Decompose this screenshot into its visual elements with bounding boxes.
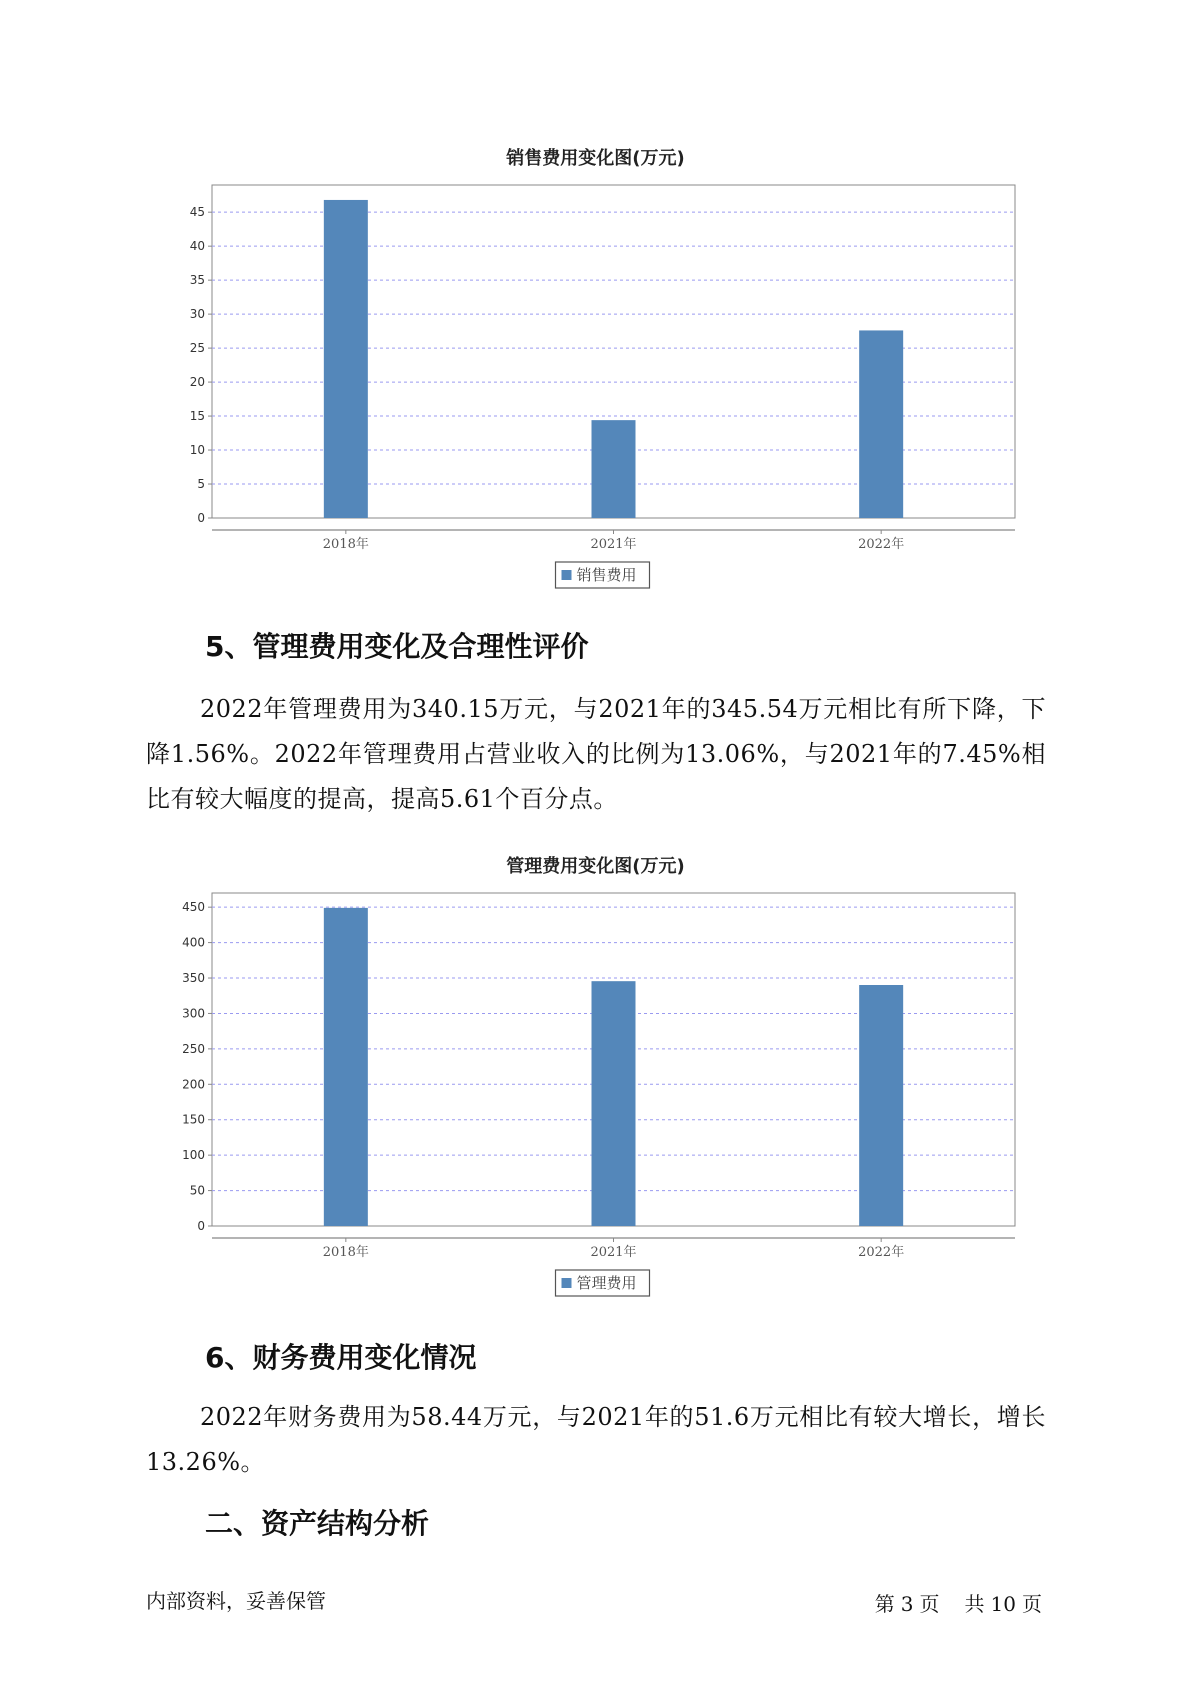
x-tick-label: 2022年 <box>858 537 905 552</box>
page-unit: 页 <box>919 1592 940 1616</box>
bar <box>324 908 368 1226</box>
footer-confidential-note: 内部资料，妥善保管 <box>146 1589 326 1613</box>
y-tick-label: 35 <box>189 273 205 288</box>
x-tick-label: 2018年 <box>322 537 369 552</box>
bar <box>859 330 903 518</box>
y-tick-label: 30 <box>189 307 205 322</box>
y-tick-label: 25 <box>189 341 205 356</box>
bar <box>592 981 636 1226</box>
admin-expense-chart <box>0 878 1191 1298</box>
y-tick-label: 350 <box>182 971 205 986</box>
section-2-heading: 二、资产结构分析 <box>205 1507 430 1540</box>
y-tick-label: 15 <box>189 409 205 424</box>
page-number: 3 <box>900 1592 914 1616</box>
y-tick-label: 40 <box>189 239 205 254</box>
y-tick-label: 50 <box>189 1183 205 1198</box>
x-tick-label: 2018年 <box>322 1245 369 1260</box>
bar <box>592 420 636 518</box>
legend-label: 销售费用 <box>576 566 637 584</box>
legend <box>556 1270 650 1296</box>
legend-swatch <box>562 1278 572 1288</box>
x-tick-label: 2022年 <box>858 1245 905 1260</box>
footer-page-info <box>872 1588 1045 1617</box>
x-tick-label: 2021年 <box>590 1245 637 1260</box>
y-tick-label: 450 <box>182 900 205 915</box>
legend-swatch <box>562 570 572 580</box>
y-tick-label: 0 <box>197 1219 205 1233</box>
section-5-paragraph: 2022年管理费用为340.15万元，与2021年的345.54万元相比有所下降，下降1.56%。2022年管理费用占营业收入的比例为13.06%，与2021年的7.45%相比有较大幅度的提高，提高5.61个百分点。 <box>146 695 1046 813</box>
y-tick-label: 100 <box>182 1148 205 1163</box>
y-tick-label: 5 <box>197 477 205 492</box>
section-6-heading: 6、财务费用变化情况 <box>205 1341 477 1374</box>
y-tick-label: 0 <box>197 511 205 525</box>
legend <box>556 562 650 588</box>
y-tick-label: 150 <box>182 1112 205 1127</box>
legend-label: 管理费用 <box>576 1274 637 1292</box>
y-tick-label: 400 <box>182 935 205 950</box>
y-tick-label: 45 <box>189 205 205 220</box>
bar <box>324 200 368 518</box>
section-6-paragraph: 2022年财务费用为58.44万元，与2021年的51.6万元相比有较大增长，增长13.26%。 <box>146 1403 1046 1476</box>
bar <box>859 985 903 1226</box>
total-unit: 页 <box>1022 1592 1042 1616</box>
total-pages: 10 <box>990 1592 1016 1616</box>
y-tick-label: 20 <box>189 375 205 390</box>
sales-expense-chart <box>0 170 1191 590</box>
admin-chart-title: 管理费用变化图(万元) <box>506 856 685 877</box>
section-5-heading: 5、管理费用变化及合理性评价 <box>205 630 589 663</box>
y-tick-label: 250 <box>182 1041 205 1056</box>
total-prefix: 共 <box>964 1592 985 1616</box>
y-tick-label: 200 <box>182 1077 205 1092</box>
y-tick-label: 10 <box>189 443 205 458</box>
sales-chart-title: 销售费用变化图(万元) <box>506 148 685 169</box>
y-tick-label: 300 <box>182 1006 205 1021</box>
x-tick-label: 2021年 <box>590 537 637 552</box>
page-prefix: 第 <box>874 1592 895 1616</box>
